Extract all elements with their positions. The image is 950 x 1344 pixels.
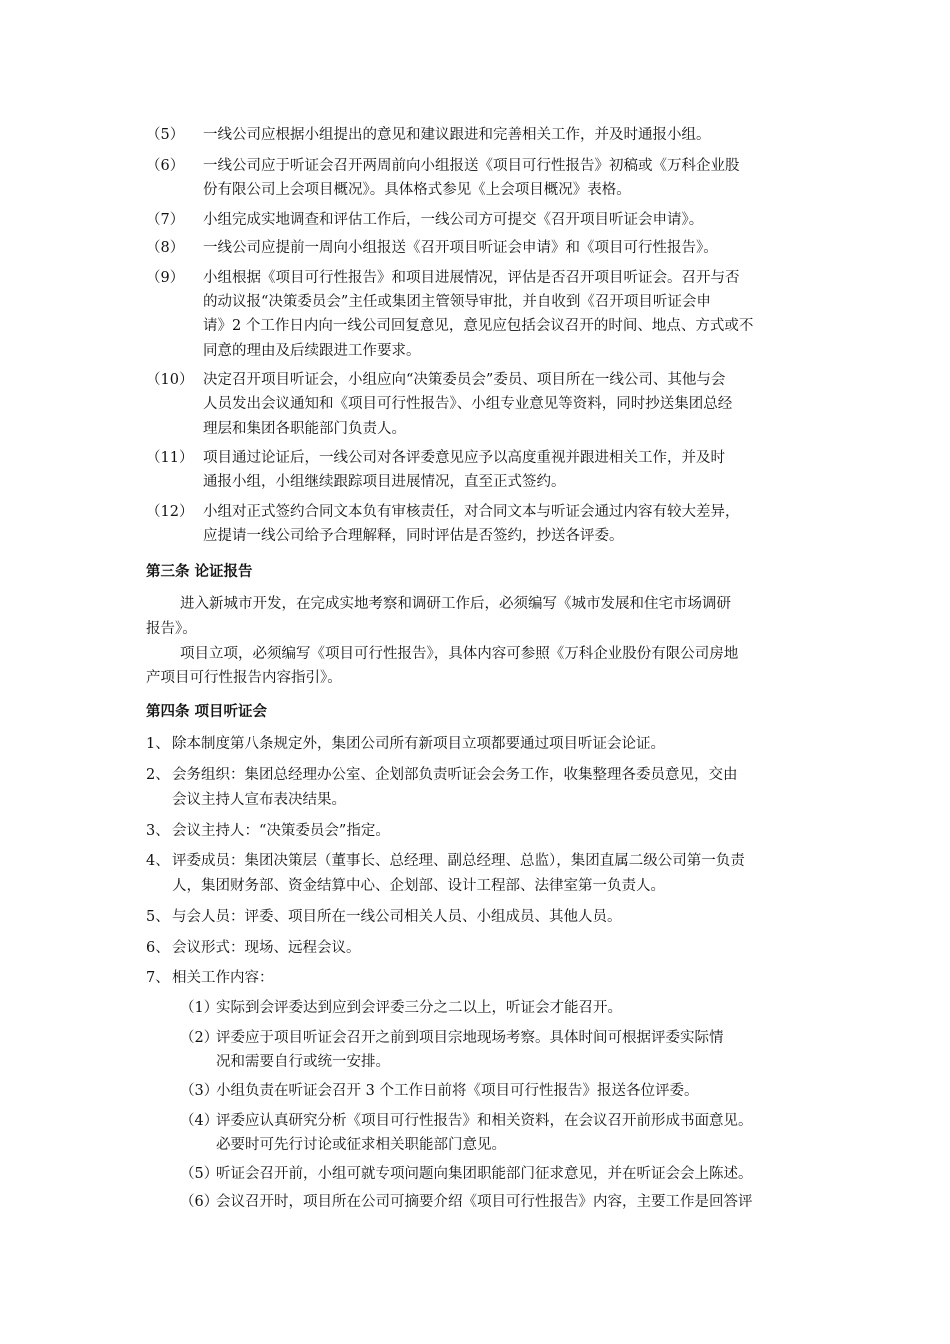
item-text-line: 小组完成实地调查和评估工作后，一线公司方可提交《召开项目听证会申请》。 <box>203 212 704 228</box>
item-number: 2、 <box>146 767 170 783</box>
item-number: （11） <box>146 450 194 466</box>
subitem-number: （4） <box>180 1113 219 1129</box>
item-text-line: 小组根据《项目可行性报告》和项目进展情况，评估是否召开项目听证会。召开与否 <box>203 270 740 286</box>
item-text-line: 理层和集团各职能部门负责人。 <box>203 421 406 437</box>
item-text-line: 一线公司应根据小组提出的意见和建议跟进和完善相关工作，并及时通报小组。 <box>203 127 711 143</box>
item-text-line: 人员发出会议通知和《项目可行性报告》、小组专业意见等资料，同时抄送集团总经 <box>203 396 733 412</box>
item-text-line: 一线公司应于听证会召开两周前向小组报送《项目可行性报告》初稿或《万科企业股 <box>203 158 740 174</box>
item-text-line: 相关工作内容： <box>172 970 274 986</box>
subitem-text-line: 况和需要自行或统一安排。 <box>216 1054 390 1070</box>
item-number: （10） <box>146 372 194 388</box>
item-text-line: 同意的理由及后续跟进工作要求。 <box>203 343 421 359</box>
item-text-line: 人，集团财务部、资金结算中心、企划部、设计工程部、法律室第一负责人。 <box>172 878 665 894</box>
item-text-line: 份有限公司上会项目概况》。具体格式参见《上会项目概况》表格。 <box>203 182 631 198</box>
item-number: （6） <box>146 158 185 174</box>
item-text-line: 通报小组，小组继续跟踪项目进展情况，直至正式签约。 <box>203 474 566 490</box>
item-text-line: 请》2 个工作日内向一线公司回复意见，意见应包括会议召开的时间、地点、方式或不 <box>203 318 754 334</box>
subitem-number: （3） <box>180 1083 219 1099</box>
item-text-line: 会议主持人宣布表决结果。 <box>172 792 346 808</box>
section-heading: 第四条 项目听证会 <box>146 703 268 720</box>
subitem-text-line: 会议召开时，项目所在公司可摘要介绍《项目可行性报告》内容，主要工作是回答评 <box>216 1194 753 1210</box>
subitem-number: （5） <box>180 1166 219 1182</box>
subitem-text-line: 必要时可先行讨论或征求相关职能部门意见。 <box>216 1137 506 1153</box>
item-text-line: 与会人员：评委、项目所在一线公司相关人员、小组成员、其他人员。 <box>172 909 622 925</box>
item-text-line: 会务组织：集团总经理办公室、企划部负责听证会会务工作，收集整理各委员意见，交由 <box>172 767 738 783</box>
item-text-line: 决定召开项目听证会，小组应向“决策委员会”委员、项目所在一线公司、其他与会 <box>203 372 726 388</box>
item-text-line: 会议主持人：“决策委员会”指定。 <box>172 823 390 839</box>
item-number: （9） <box>146 270 185 286</box>
item-number: 4、 <box>146 853 170 869</box>
item-text-line: 评委成员：集团决策层（董事长、总经理、副总经理、总监），集团直属二级公司第一负责 <box>172 853 745 869</box>
subitem-number: （2） <box>180 1030 219 1046</box>
paragraph-line: 项目立项，必须编写《项目可行性报告》，具体内容可参照《万科企业股份有限公司房地 <box>180 646 739 662</box>
subitem-text-line: 实际到会评委达到应到会评委三分之二以上，听证会才能召开。 <box>216 1000 622 1016</box>
paragraph-line: 进入新城市开发，在完成实地考察和调研工作后，必须编写《城市发展和住宅市场调研 <box>180 596 731 612</box>
item-text-line: 小组对正式签约合同文本负有审核责任，对合同文本与听证会通过内容有较大差异， <box>203 504 740 520</box>
paragraph-line: 报告》。 <box>146 621 197 637</box>
subitem-text-line: 评委应认真研究分析《项目可行性报告》和相关资料，在会议召开前形成书面意见。 <box>216 1113 753 1129</box>
item-text-line: 会议形式：现场、远程会议。 <box>172 940 361 956</box>
item-number: （5） <box>146 127 185 143</box>
item-number: 1、 <box>146 736 170 752</box>
subitem-number: （6） <box>180 1194 219 1210</box>
item-text-line: 一线公司应提前一周向小组报送《召开项目听证会申请》和《项目可行性报告》。 <box>203 240 718 256</box>
subitem-text-line: 小组负责在听证会召开 3 个工作日前将《项目可行性报告》报送各位评委。 <box>216 1083 699 1099</box>
item-number: （8） <box>146 240 185 256</box>
subitem-number: （1） <box>180 1000 219 1016</box>
item-number: 5、 <box>146 909 170 925</box>
item-text-line: 的动议报“决策委员会”主任或集团主管领导审批，并自收到《召开项目听证会申 <box>203 294 711 310</box>
item-number: 6、 <box>146 940 170 956</box>
paragraph-line: 产项目可行性报告内容指引》。 <box>146 670 342 686</box>
item-text-line: 除本制度第八条规定外，集团公司所有新项目立项都要通过项目听证会论证。 <box>172 736 665 752</box>
item-number: （7） <box>146 212 185 228</box>
section-heading: 第三条 论证报告 <box>146 563 253 580</box>
item-number: （12） <box>146 504 194 520</box>
item-number: 3、 <box>146 823 170 839</box>
subitem-text-line: 听证会召开前，小组可就专项问题向集团职能部门征求意见，并在听证会会上陈述。 <box>216 1166 753 1182</box>
subitem-text-line: 评委应于项目听证会召开之前到项目宗地现场考察。具体时间可根据评委实际情 <box>216 1030 724 1046</box>
item-text-line: 应提请一线公司给予合理解释，同时评估是否签约，抄送各评委。 <box>203 528 624 544</box>
item-text-line: 项目通过论证后，一线公司对各评委意见应予以高度重视并跟进相关工作，并及时 <box>203 450 725 466</box>
item-number: 7、 <box>146 970 170 986</box>
